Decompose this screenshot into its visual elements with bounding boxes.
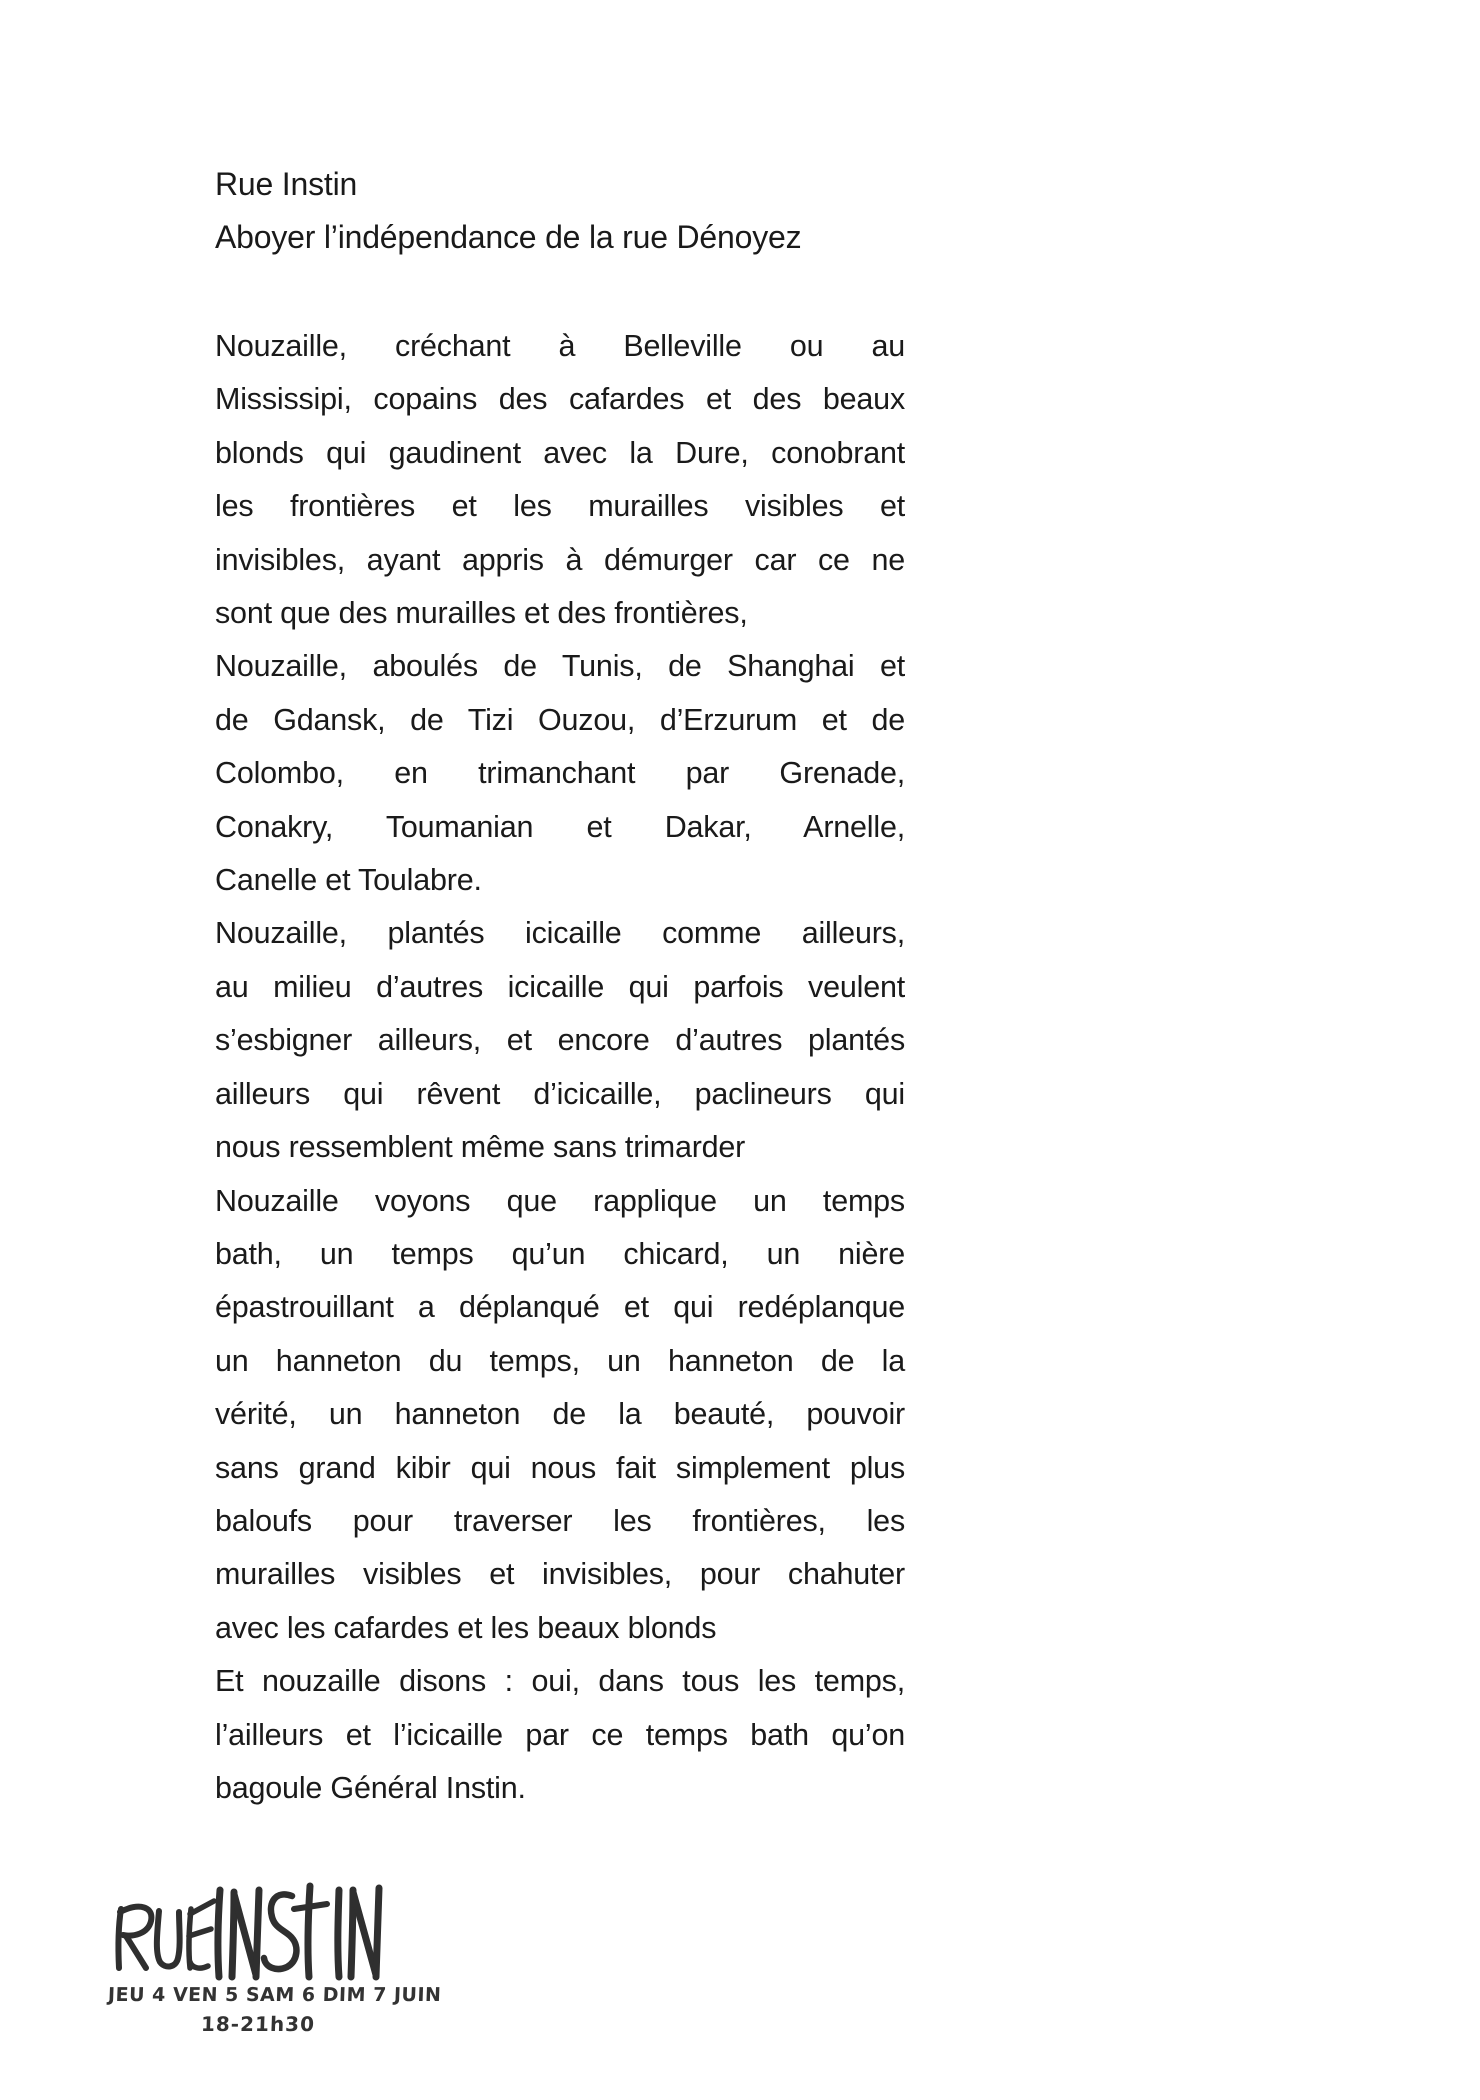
poem-line: Mississipi, copains des cafardes et des beaux [215, 382, 905, 417]
poem-paragraph [215, 1655, 905, 1815]
poem-line: ailleurs qui rêvent d’icicaille, paclineurs qui [215, 1076, 905, 1111]
poem-line: invisibles, ayant appris à démurger car ce ne [215, 542, 905, 577]
poem-line: Colombo, en trimanchant par Grenade, [215, 756, 905, 791]
rue-instin-logo [80, 1876, 410, 1991]
poem-line: baloufs pour traverser les frontières, les [215, 1503, 905, 1538]
poem-line: Nouzaille, plantés icicaille comme ailleurs, [215, 916, 905, 951]
poem-line: Conakry, Toumanian et Dakar, Arnelle, [215, 809, 905, 844]
poem-line: vérité, un hanneton de la beauté, pouvoir [215, 1397, 905, 1432]
poem-paragraph [215, 1175, 905, 1656]
poem-line: s’esbigner ailleurs, et encore d’autres plantés [215, 1023, 905, 1058]
poem-line: un hanneton du temps, un hanneton de la [215, 1343, 905, 1378]
footer-logo-block [80, 1876, 442, 2056]
logo-word-instin-strokes [218, 1886, 379, 1977]
poem-line: Canelle et Toulabre. [215, 863, 482, 898]
poem-title [215, 158, 915, 265]
poem-line: Et nouzaille disons : oui, dans tous les temps, [215, 1664, 905, 1699]
poem-line: les frontières et les murailles visibles et [215, 489, 905, 524]
poem-line: bagoule Général Instin. [215, 1770, 526, 1805]
title-line-1: Rue Instin [215, 166, 358, 202]
poem-line: avec les cafardes et les beaux blonds [215, 1610, 717, 1645]
logo-dates: JEU 4 VEN 5 SAM 6 DIM 7 JUIN [107, 1984, 442, 2006]
logo-word-rue-strokes [118, 1901, 214, 1968]
poem-line: Nouzaille, créchant à Belleville ou au [215, 329, 905, 363]
poem-line: sont que des murailles et des frontières, [215, 596, 748, 631]
poem-line: nous ressemblent même sans trimarder [215, 1130, 746, 1165]
poem-line: l’ailleurs et l’icicaille par ce temps bath qu’on [215, 1717, 905, 1752]
logo-time: 18-21h30 [200, 2012, 316, 2036]
poem-line: bath, un temps qu’un chicard, un nière [215, 1236, 905, 1271]
poem-body [215, 320, 905, 1815]
poem-line: blonds qui gaudinent avec la Dure, conobrant [215, 435, 905, 470]
poem-paragraph [215, 907, 905, 1174]
poem-line: Nouzaille voyons que rapplique un temps [215, 1183, 905, 1218]
poem-line: épastrouillant a déplanqué et qui redéplanque [215, 1290, 905, 1325]
poem-line: au milieu d’autres icicaille qui parfois veulent [215, 969, 905, 1004]
poem-paragraph [215, 320, 905, 640]
title-line-2: Aboyer l’indépendance de la rue Dénoyez [215, 219, 802, 256]
poem-line: de Gdansk, de Tizi Ouzou, d’Erzurum et de [215, 702, 905, 737]
poem-line: sans grand kibir qui nous fait simplement plus [215, 1450, 905, 1485]
poem-paragraph [215, 640, 905, 907]
poem-line: Nouzaille, aboulés de Tunis, de Shanghai et [215, 649, 905, 684]
poem-line: murailles visibles et invisibles, pour chahuter [215, 1557, 905, 1592]
